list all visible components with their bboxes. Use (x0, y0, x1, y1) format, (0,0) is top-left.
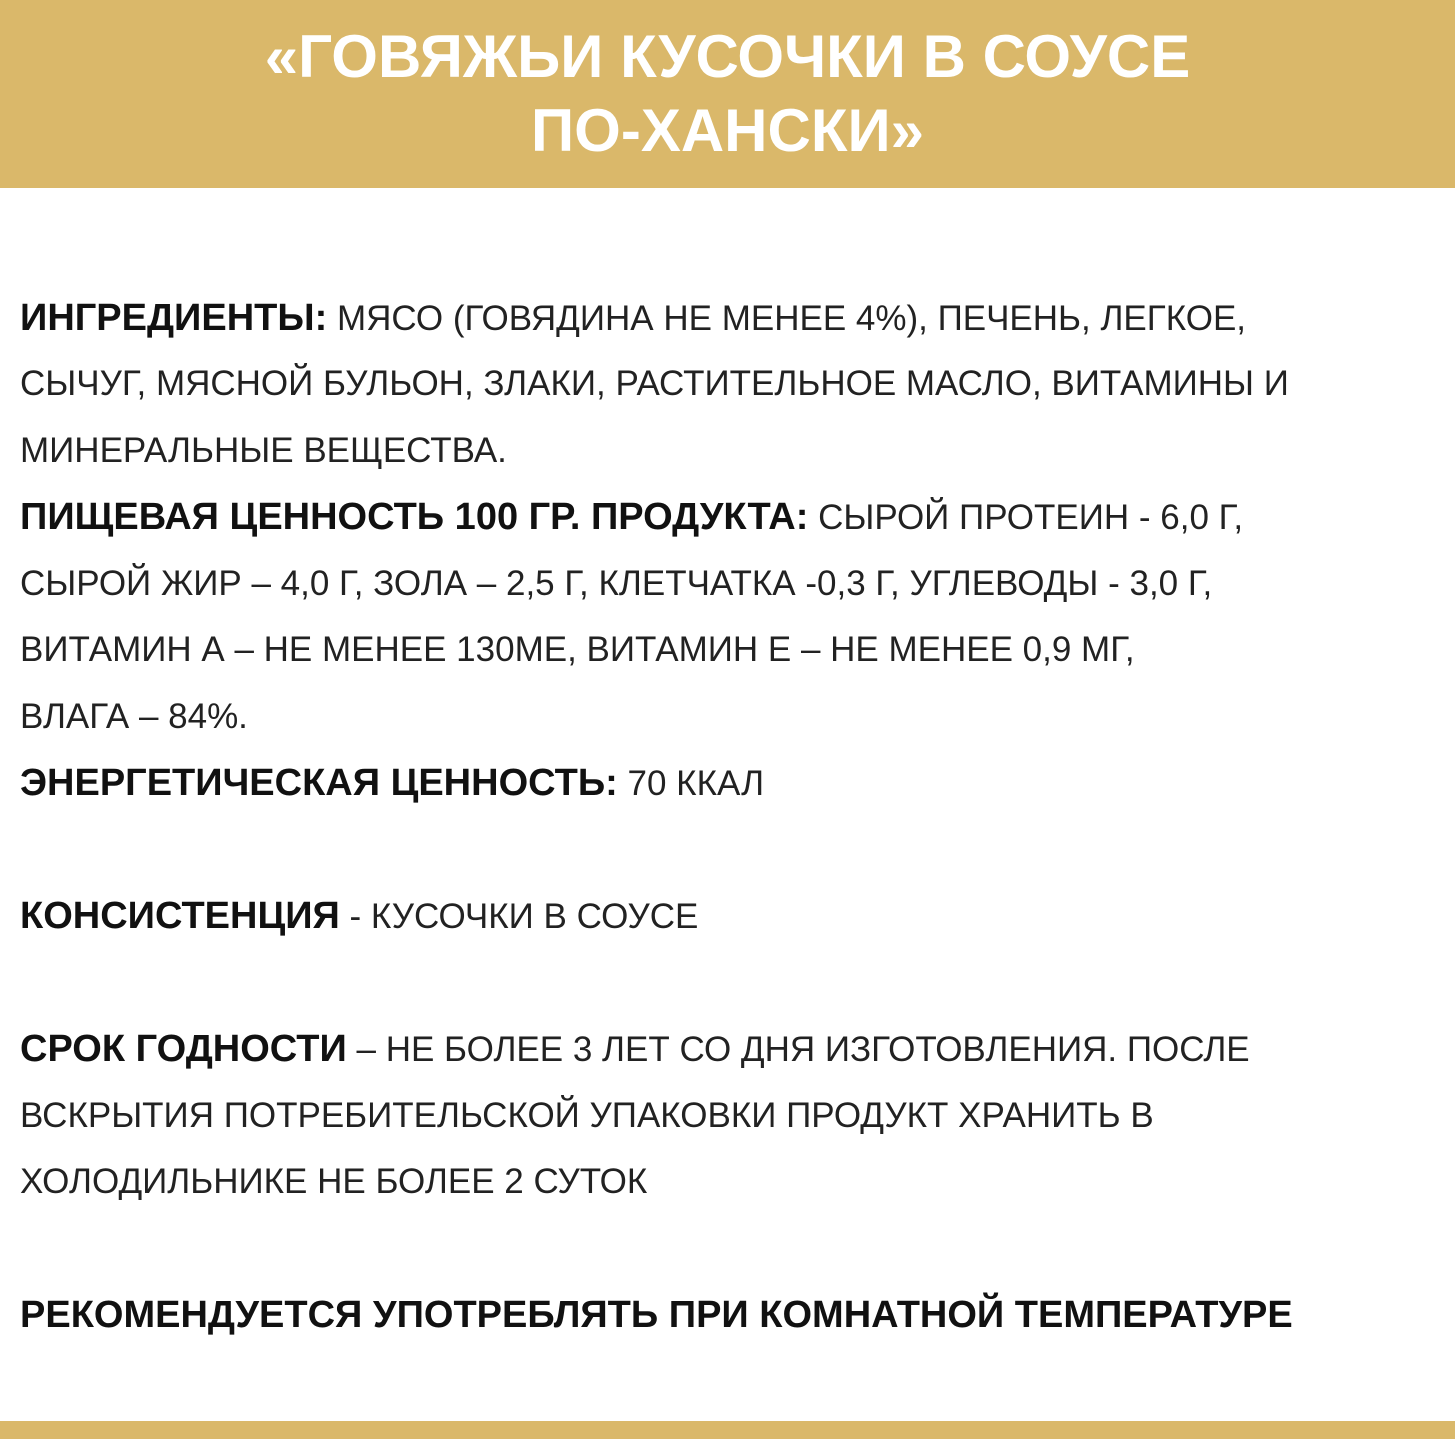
product-title-line-1: «ГОВЯЖЬИ КУСОЧКИ В СОУСЕ (264, 23, 1191, 90)
nutrition-line-3: ВИТАМИН А – НЕ МЕНЕЕ 130МЕ, ВИТАМИН Е – НЕ МЕНЕЕ 0,9 МГ, (20, 630, 1135, 669)
ingredients-line-3: МИНЕРАЛЬНЫЕ ВЕЩЕСТВА. (20, 431, 507, 470)
nutrition-text: СЫРОЙ ПРОТЕИН - 6,0 Г, (808, 498, 1244, 537)
product-title-line-2: ПО-ХАНСКИ» (531, 97, 924, 164)
shelf-life-line-2: ВСКРЫТИЯ ПОТРЕБИТЕЛЬСКОЙ УПАКОВКИ ПРОДУКТ ХРАНИТЬ В (20, 1096, 1154, 1135)
energy-label: ЭНЕРГЕТИЧЕСКАЯ ЦЕННОСТЬ: (20, 762, 618, 804)
nutrition-line-4: ВЛАГА – 84%. (20, 697, 248, 736)
recommendation-line (20, 1282, 1440, 1349)
shelf-life-line-3: ХОЛОДИЛЬНИКЕ НЕ БОЛЕЕ 2 СУТОК (20, 1162, 648, 1201)
footer-accent-bar (0, 1421, 1455, 1439)
energy-value: 70 ККАЛ (617, 764, 765, 803)
ingredients-line-2: СЫЧУГ, МЯСНОЙ БУЛЬОН, ЗЛАКИ, РАСТИТЕЛЬНОЕ МАСЛО, ВИТАМИНЫ И (20, 364, 1289, 403)
ingredients-line-1 (20, 285, 1440, 352)
shelf-life-line-1 (20, 1016, 1440, 1083)
consistency-value: - КУСОЧКИ В СОУСЕ (339, 897, 699, 936)
nutrition-line-2: СЫРОЙ ЖИР – 4,0 Г, ЗОЛА – 2,5 Г, КЛЕТЧАТКА -0,3 Г, УГЛЕВОДЫ - 3,0 Г, (20, 564, 1213, 603)
nutrition-label: ПИЩЕВАЯ ЦЕННОСТЬ 100 ГР. ПРОДУКТА: (20, 496, 809, 538)
energy-line (20, 750, 1440, 817)
consistency-label: КОНСИСТЕНЦИЯ (20, 895, 340, 937)
consistency-line (20, 883, 1440, 950)
shelf-life-label: СРОК ГОДНОСТИ (20, 1028, 347, 1070)
ingredients-label: ИНГРЕДИЕНТЫ: (20, 297, 328, 339)
recommendation-text: РЕКОМЕНДУЕТСЯ УПОТРЕБЛЯТЬ ПРИ КОМНАТНОЙ ТЕМПЕРАТУРЕ (20, 1294, 1293, 1336)
title-banner (0, 0, 1455, 188)
ingredients-text: МЯСО (ГОВЯДИНА НЕ МЕНЕЕ 4%), ПЕЧЕНЬ, ЛЕГКОЕ, (327, 299, 1247, 338)
nutrition-line-1 (20, 484, 1440, 551)
shelf-life-text: – НЕ БОЛЕЕ 3 ЛЕТ СО ДНЯ ИЗГОТОВЛЕНИЯ. ПОСЛЕ (346, 1030, 1250, 1069)
